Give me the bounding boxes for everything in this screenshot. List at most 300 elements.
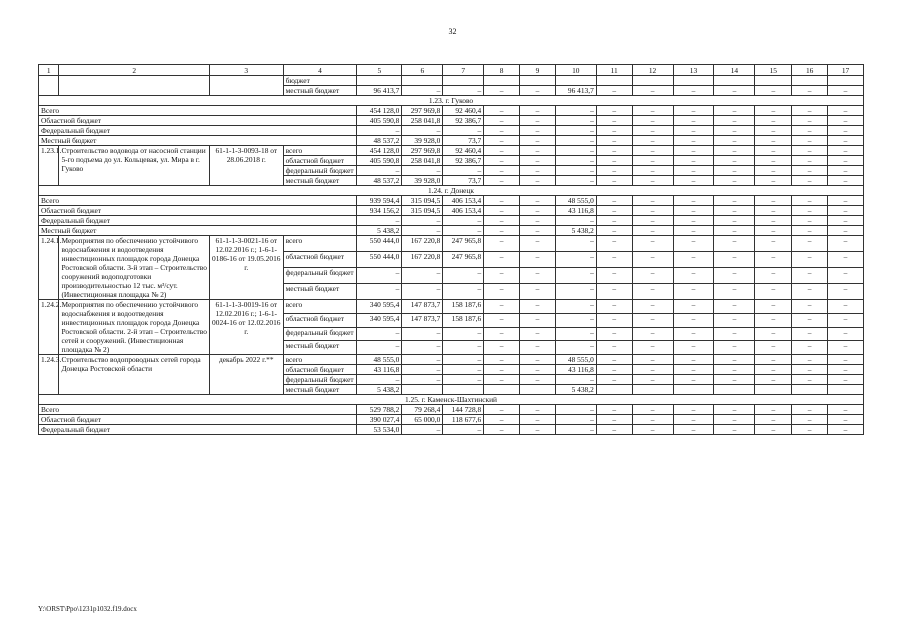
value-cell: 147 873,7 [402, 300, 443, 314]
funding-source: всего [283, 300, 357, 314]
value-cell: – [632, 156, 673, 166]
value-cell [673, 76, 714, 86]
value-cell: – [673, 216, 714, 226]
value-cell: 340 595,4 [357, 300, 402, 314]
item-document: 61-1-1-3-0093-18 от 28.06.2018 г. [209, 146, 283, 186]
value-cell: – [714, 327, 755, 341]
value-cell: – [357, 126, 402, 136]
column-number-row [39, 65, 864, 76]
value-cell: – [632, 300, 673, 314]
value-cell: 939 594,4 [357, 196, 402, 206]
item-name: Строительство водовода от насосной станции 5-го подъема до ул. Кольцевая, ул. Мира в г. Гуково [59, 146, 209, 186]
value-cell: – [555, 268, 596, 284]
funding-source: местный бюджет [283, 176, 357, 186]
value-cell: – [443, 425, 484, 435]
value-cell: – [596, 341, 632, 355]
value-cell: – [673, 284, 714, 300]
value-cell: – [828, 313, 864, 327]
value-cell: – [632, 226, 673, 236]
value-cell: – [828, 252, 864, 268]
item-document: декабрь 2022 г.** [209, 355, 283, 395]
value-cell: 158 187,6 [443, 300, 484, 314]
value-cell: – [520, 106, 556, 116]
value-cell: – [520, 126, 556, 136]
value-cell: 48 537,2 [357, 136, 402, 146]
value-cell: – [828, 327, 864, 341]
value-cell: – [828, 226, 864, 236]
column-number: 9 [520, 65, 556, 76]
value-cell: – [714, 206, 755, 216]
column-number: 15 [755, 65, 792, 76]
value-cell: – [555, 166, 596, 176]
value-cell: – [828, 116, 864, 126]
column-number: 12 [632, 65, 673, 76]
value-cell: – [632, 268, 673, 284]
value-cell: – [792, 313, 828, 327]
value-cell: 92 460,4 [443, 146, 484, 156]
value-cell: – [714, 216, 755, 226]
value-cell: – [555, 284, 596, 300]
value-cell: – [484, 284, 520, 300]
total-row [39, 106, 864, 116]
value-cell: – [632, 425, 673, 435]
file-path-footer: Y:\ORST\Ppo\1231p1032.f19.docx [38, 605, 137, 613]
value-cell: – [402, 268, 443, 284]
value-cell: – [755, 415, 792, 425]
value-cell [755, 385, 792, 395]
value-cell: – [673, 166, 714, 176]
value-cell: – [596, 196, 632, 206]
value-cell: – [484, 86, 520, 96]
value-cell: 390 027,4 [357, 415, 402, 425]
value-cell [828, 385, 864, 395]
table-row [39, 76, 864, 86]
value-cell: – [443, 226, 484, 236]
value-cell: – [755, 405, 792, 415]
value-cell: – [792, 355, 828, 365]
value-cell: – [402, 425, 443, 435]
value-cell: – [792, 176, 828, 186]
value-cell: 43 116,8 [357, 365, 402, 375]
value-cell: – [357, 341, 402, 355]
value-cell: – [484, 176, 520, 186]
value-cell: – [714, 166, 755, 176]
value-cell: – [755, 341, 792, 355]
value-cell: – [596, 86, 632, 96]
value-cell: – [714, 136, 755, 146]
value-cell [520, 76, 556, 86]
table-row [39, 355, 864, 365]
value-cell: – [714, 284, 755, 300]
value-cell: 118 677,6 [443, 415, 484, 425]
column-number: 2 [59, 65, 209, 76]
value-cell: – [673, 136, 714, 146]
value-cell: 43 116,8 [555, 206, 596, 216]
value-cell: – [632, 355, 673, 365]
value-cell: – [520, 300, 556, 314]
value-cell: – [632, 126, 673, 136]
value-cell: – [484, 116, 520, 126]
value-cell: – [484, 226, 520, 236]
value-cell: – [632, 146, 673, 156]
value-cell: – [673, 300, 714, 314]
value-cell: – [484, 405, 520, 415]
value-cell: – [596, 236, 632, 252]
value-cell: – [673, 365, 714, 375]
value-cell: – [632, 375, 673, 385]
value-cell: – [520, 365, 556, 375]
funding-source: местный бюджет [283, 341, 357, 355]
value-cell: 39 928,0 [402, 136, 443, 146]
column-number: 17 [828, 65, 864, 76]
value-cell: – [484, 355, 520, 365]
value-cell: – [484, 206, 520, 216]
value-cell: – [555, 425, 596, 435]
value-cell: 65 000,0 [402, 415, 443, 425]
value-cell: – [673, 116, 714, 126]
section-title: 1.23. г. Гуково [39, 96, 864, 106]
value-cell: 5 438,2 [555, 226, 596, 236]
value-cell: – [792, 86, 828, 96]
column-number: 1 [39, 65, 59, 76]
value-cell: – [755, 196, 792, 206]
value-cell: – [714, 365, 755, 375]
column-number: 8 [484, 65, 520, 76]
value-cell: – [555, 136, 596, 146]
value-cell: – [792, 284, 828, 300]
page-number: 32 [448, 27, 457, 36]
value-cell: – [596, 206, 632, 216]
value-cell [484, 385, 520, 395]
value-cell: – [520, 116, 556, 126]
value-cell: 48 537,2 [357, 176, 402, 186]
value-cell: – [520, 86, 556, 96]
value-cell: – [632, 313, 673, 327]
total-row [39, 196, 864, 206]
value-cell: 92 386,7 [443, 116, 484, 126]
value-cell: – [828, 146, 864, 156]
value-cell: – [555, 252, 596, 268]
value-cell: – [673, 236, 714, 252]
value-cell: – [828, 425, 864, 435]
value-cell: – [828, 136, 864, 146]
value-cell: – [714, 313, 755, 327]
value-cell: – [828, 216, 864, 226]
item-name: Мероприятия по обеспечению устойчивого водоснабжения и водоотведения инвестиционных площадок города Донецка Ростовской области. 2-й этап – Строительство сетей и сооружений. (Инвестиционная площадка № 2) [59, 300, 209, 355]
value-cell: – [828, 268, 864, 284]
value-cell: – [520, 268, 556, 284]
total-row [39, 126, 864, 136]
total-row [39, 116, 864, 126]
value-cell: – [828, 106, 864, 116]
value-cell [755, 76, 792, 86]
value-cell: – [755, 106, 792, 116]
value-cell: – [755, 166, 792, 176]
value-cell: 258 041,8 [402, 116, 443, 126]
value-cell: – [792, 375, 828, 385]
item-document: 61-1-1-3-0021-16 от 12.02.2016 г.; 1-6-1-0186-16 от 19.05.2016 г. [209, 236, 283, 300]
value-cell: – [443, 365, 484, 375]
value-cell: – [673, 106, 714, 116]
value-cell: 167 220,8 [402, 252, 443, 268]
value-cell: – [714, 106, 755, 116]
value-cell: – [755, 327, 792, 341]
value-cell: – [443, 284, 484, 300]
value-cell: 79 268,4 [402, 405, 443, 415]
value-cell: – [484, 146, 520, 156]
value-cell: 158 187,6 [443, 313, 484, 327]
value-cell: – [555, 116, 596, 126]
total-label: Местный бюджет [39, 136, 357, 146]
value-cell: – [520, 196, 556, 206]
value-cell: – [673, 226, 714, 236]
value-cell: – [755, 156, 792, 166]
value-cell: – [632, 236, 673, 252]
value-cell: – [673, 327, 714, 341]
value-cell: – [673, 313, 714, 327]
value-cell: – [402, 126, 443, 136]
value-cell: 92 386,7 [443, 156, 484, 166]
value-cell [714, 385, 755, 395]
total-label: Федеральный бюджет [39, 425, 357, 435]
value-cell: – [755, 300, 792, 314]
section-title: 1.25. г. Каменск-Шахтинский [39, 395, 864, 405]
value-cell: – [828, 126, 864, 136]
value-cell: – [673, 405, 714, 415]
value-cell [555, 76, 596, 86]
value-cell: – [402, 365, 443, 375]
value-cell: 340 595,4 [357, 313, 402, 327]
value-cell: – [632, 284, 673, 300]
section-title-row [39, 96, 864, 106]
value-cell: – [555, 216, 596, 226]
value-cell: – [792, 327, 828, 341]
value-cell: – [596, 268, 632, 284]
value-cell: – [555, 146, 596, 156]
value-cell: – [632, 136, 673, 146]
value-cell: – [755, 365, 792, 375]
value-cell: – [792, 425, 828, 435]
funding-source: федеральный бюджет [283, 375, 357, 385]
column-number: 14 [714, 65, 755, 76]
value-cell: – [402, 327, 443, 341]
value-cell: – [714, 126, 755, 136]
value-cell: – [596, 365, 632, 375]
value-cell: – [755, 136, 792, 146]
value-cell: – [714, 116, 755, 126]
total-row [39, 415, 864, 425]
value-cell: – [673, 126, 714, 136]
value-cell: – [520, 136, 556, 146]
value-cell: – [596, 166, 632, 176]
value-cell: – [828, 284, 864, 300]
value-cell: – [673, 355, 714, 365]
value-cell: 73,7 [443, 176, 484, 186]
value-cell: – [632, 196, 673, 206]
funding-source: областной бюджет [283, 252, 357, 268]
table-body [39, 65, 864, 435]
value-cell: – [596, 116, 632, 126]
total-label: Федеральный бюджет [39, 216, 357, 226]
funding-source: всего [283, 146, 357, 156]
value-cell: 247 965,8 [443, 236, 484, 252]
value-cell: – [755, 355, 792, 365]
value-cell: – [596, 176, 632, 186]
column-number: 13 [673, 65, 714, 76]
value-cell: 48 555,0 [357, 355, 402, 365]
value-cell: – [596, 355, 632, 365]
value-cell: – [596, 106, 632, 116]
value-cell: – [755, 146, 792, 156]
value-cell: – [443, 268, 484, 284]
value-cell: – [792, 206, 828, 216]
value-cell: 454 128,0 [357, 106, 402, 116]
value-cell [632, 385, 673, 395]
value-cell: – [484, 341, 520, 355]
value-cell: – [402, 226, 443, 236]
value-cell: – [632, 405, 673, 415]
value-cell: – [443, 341, 484, 355]
table-row [39, 300, 864, 314]
total-row [39, 405, 864, 415]
value-cell: – [632, 206, 673, 216]
item-name-cell [59, 76, 209, 96]
value-cell: – [792, 136, 828, 146]
value-cell: – [673, 146, 714, 156]
value-cell: – [520, 236, 556, 252]
value-cell: – [632, 341, 673, 355]
value-cell: – [673, 156, 714, 166]
column-number: 6 [402, 65, 443, 76]
value-cell: – [673, 176, 714, 186]
budget-table [38, 64, 864, 435]
value-cell: – [402, 341, 443, 355]
section-title-row [39, 395, 864, 405]
value-cell [714, 76, 755, 86]
value-cell: – [755, 375, 792, 385]
value-cell: 73,7 [443, 136, 484, 146]
table-row [39, 236, 864, 252]
value-cell: – [484, 268, 520, 284]
value-cell: – [484, 106, 520, 116]
value-cell: – [555, 313, 596, 327]
value-cell: – [402, 86, 443, 96]
value-cell: – [792, 146, 828, 156]
value-cell: – [596, 216, 632, 226]
value-cell: – [520, 166, 556, 176]
value-cell: – [673, 206, 714, 216]
total-row [39, 425, 864, 435]
value-cell: – [520, 284, 556, 300]
total-label: Всего [39, 196, 357, 206]
funding-source: областной бюджет [283, 313, 357, 327]
value-cell: – [520, 216, 556, 226]
value-cell: 454 128,0 [357, 146, 402, 156]
value-cell: 258 041,8 [402, 156, 443, 166]
value-cell [828, 76, 864, 86]
value-cell: – [828, 355, 864, 365]
value-cell: – [792, 300, 828, 314]
value-cell: – [484, 375, 520, 385]
total-label: Местный бюджет [39, 226, 357, 236]
value-cell: – [520, 415, 556, 425]
value-cell: – [632, 365, 673, 375]
value-cell: – [714, 156, 755, 166]
value-cell: – [443, 355, 484, 365]
value-cell: – [484, 166, 520, 176]
value-cell: 934 156,2 [357, 206, 402, 216]
value-cell: 53 534,0 [357, 425, 402, 435]
funding-source: областной бюджет [283, 156, 357, 166]
total-label: Областной бюджет [39, 415, 357, 425]
column-number: 5 [357, 65, 402, 76]
value-cell: – [714, 176, 755, 186]
value-cell: – [828, 300, 864, 314]
value-cell: – [596, 313, 632, 327]
value-cell: – [555, 106, 596, 116]
value-cell: – [755, 284, 792, 300]
funding-source: областной бюджет [283, 365, 357, 375]
value-cell: – [673, 425, 714, 435]
value-cell: – [755, 252, 792, 268]
value-cell: – [828, 86, 864, 96]
value-cell: – [755, 86, 792, 96]
value-cell: – [632, 252, 673, 268]
value-cell: – [357, 268, 402, 284]
funding-source: федеральный бюджет [283, 327, 357, 341]
value-cell: – [555, 327, 596, 341]
value-cell: – [673, 268, 714, 284]
value-cell: – [755, 176, 792, 186]
value-cell: – [792, 116, 828, 126]
total-row [39, 136, 864, 146]
value-cell: – [484, 156, 520, 166]
value-cell: – [828, 415, 864, 425]
value-cell [632, 76, 673, 86]
value-cell: – [520, 341, 556, 355]
value-cell: – [792, 196, 828, 206]
funding-source: федеральный бюджет [283, 268, 357, 284]
value-cell: 48 555,0 [555, 196, 596, 206]
funding-source: федеральный бюджет [283, 166, 357, 176]
value-cell: – [755, 226, 792, 236]
value-cell: – [792, 341, 828, 355]
value-cell: – [792, 106, 828, 116]
item-number: 1.23.1. [39, 146, 59, 186]
funding-source: бюджет [283, 76, 357, 86]
value-cell: – [596, 252, 632, 268]
value-cell [443, 76, 484, 86]
value-cell: 39 928,0 [402, 176, 443, 186]
item-number: 1.24.1. [39, 236, 59, 300]
value-cell: 297 969,8 [402, 106, 443, 116]
value-cell: – [828, 341, 864, 355]
funding-source: местный бюджет [283, 385, 357, 395]
value-cell: – [632, 106, 673, 116]
value-cell: – [357, 216, 402, 226]
value-cell: – [714, 425, 755, 435]
value-cell: 529 788,2 [357, 405, 402, 415]
funding-source: всего [283, 236, 357, 252]
value-cell: – [632, 116, 673, 126]
value-cell: – [520, 375, 556, 385]
value-cell: – [755, 116, 792, 126]
value-cell: – [520, 146, 556, 156]
value-cell: – [596, 375, 632, 385]
value-cell: – [402, 166, 443, 176]
value-cell: – [402, 375, 443, 385]
value-cell: – [714, 375, 755, 385]
